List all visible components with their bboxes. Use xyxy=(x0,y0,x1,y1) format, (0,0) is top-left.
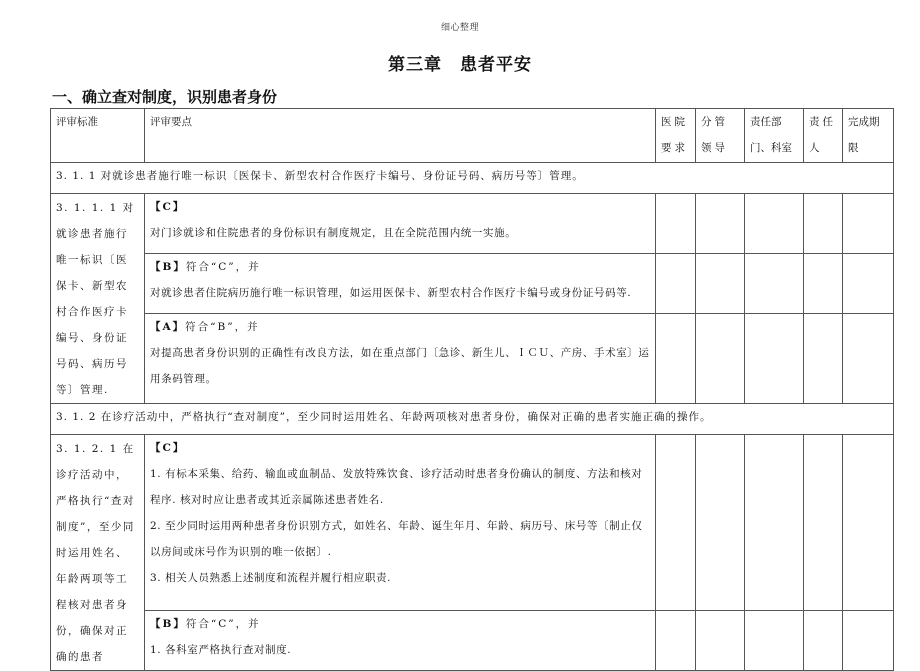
level-label: 【C】 xyxy=(150,201,186,213)
point-text: 对门诊就诊和住院患者的身份标识有制度规定，且在全院范围内统一实施。 xyxy=(150,227,517,239)
column-header-supervising-leader: 分管领导 xyxy=(696,109,745,163)
hospital-requirement-cell[interactable] xyxy=(656,435,696,611)
section-heading-row xyxy=(51,163,894,194)
deadline-cell[interactable] xyxy=(843,254,894,314)
deadline-cell[interactable] xyxy=(843,435,894,611)
point-text: 1. 各科室严格执行查对制度. xyxy=(150,644,292,657)
review-table xyxy=(50,108,894,671)
point-cell-b xyxy=(145,254,656,314)
supervising-leader-cell[interactable] xyxy=(696,435,745,611)
column-header-deadline: 完成期限 xyxy=(843,109,894,163)
table-row xyxy=(51,314,894,404)
point-cell-b xyxy=(145,611,656,671)
responsible-department-cell[interactable] xyxy=(745,254,804,314)
point-cell-c xyxy=(145,435,656,611)
point-text: 2. 至少同时运用两种患者身份识别方式，如姓名、年龄、诞生年月、年龄、病历号、床号等〔制止仅以房间或床号作为识别的唯一依据〕. xyxy=(150,520,643,558)
table-row xyxy=(51,194,894,254)
responsible-person-cell[interactable] xyxy=(804,254,843,314)
section-heading-row xyxy=(51,404,894,435)
table-row xyxy=(51,435,894,611)
deadline-cell[interactable] xyxy=(843,194,894,254)
responsible-person-cell[interactable] xyxy=(804,194,843,254)
responsible-department-cell[interactable] xyxy=(745,611,804,671)
section-heading: 3. 1. 1 对就诊患者施行唯一标识〔医保卡、新型农村合作医疗卡编号、身份证号码、病历号等〕管理。 xyxy=(51,163,894,194)
table-header-row xyxy=(51,109,894,163)
column-header-hospital-requirement: 医院要求 xyxy=(656,109,696,163)
standard-cell: 3. 1. 2. 1 在诊疗活动中，严格执行“查对制度”，至少同时运用姓名、年龄两项等工程核对患者身份，确保对正确的患者 xyxy=(51,435,145,671)
responsible-person-cell[interactable] xyxy=(804,611,843,671)
responsible-person-cell[interactable] xyxy=(804,435,843,611)
level-label: 【A】符合“B”，并 xyxy=(150,321,260,334)
point-cell-c xyxy=(145,194,656,254)
point-text: 对就诊患者住院病历施行唯一标识管理，如运用医保卡、新型农村合作医疗卡编号或身份证号码等. xyxy=(150,287,632,300)
hospital-requirement-cell[interactable] xyxy=(656,254,696,314)
hospital-requirement-cell[interactable] xyxy=(656,314,696,404)
column-header-standard: 评审标准 xyxy=(51,109,145,163)
supervising-leader-cell[interactable] xyxy=(696,194,745,254)
point-text: 对提高患者身份识别的正确性有改良方法，如在重点部门〔急诊、新生儿、ＩＣＵ、产房、手术室〕运用条码管理。 xyxy=(150,347,650,386)
supervising-leader-cell[interactable] xyxy=(696,314,745,404)
column-header-responsible-department: 责任部门、科室 xyxy=(745,109,804,163)
section-heading: 3. 1. 2 在诊疗活动中，严格执行“查对制度”，至少同时运用姓名、年龄两项核对患者身份，确保对正确的患者实施正确的操作。 xyxy=(51,404,894,435)
hospital-requirement-cell[interactable] xyxy=(656,194,696,254)
responsible-person-cell[interactable] xyxy=(804,314,843,404)
table-row xyxy=(51,254,894,314)
level-label: 【B】符合“C”，并 xyxy=(150,261,261,274)
deadline-cell[interactable] xyxy=(843,611,894,671)
responsible-department-cell[interactable] xyxy=(745,194,804,254)
table-row xyxy=(51,611,894,671)
supervising-leader-cell[interactable] xyxy=(696,611,745,671)
hospital-requirement-cell[interactable] xyxy=(656,611,696,671)
deadline-cell[interactable] xyxy=(843,314,894,404)
chapter-title: 第三章 患者平安 xyxy=(388,55,532,75)
point-cell-a xyxy=(145,314,656,404)
supervising-leader-cell[interactable] xyxy=(696,254,745,314)
point-text: 1. 有标本采集、给药、输血或血制品、发放特殊饮食、诊疗活动时患者身份确认的制度、方法和核对程序. 核对时应让患者或其近亲属陈述患者姓名. xyxy=(150,468,643,506)
column-header-responsible-person: 责任人 xyxy=(804,109,843,163)
page-header-note: 细心整理 xyxy=(440,23,479,33)
column-header-points: 评审要点 xyxy=(145,109,656,163)
section-title: 一、确立查对制度，识别患者身份 xyxy=(52,88,278,106)
level-label: 【C】 xyxy=(150,442,186,454)
level-label: 【B】符合“C”，并 xyxy=(150,618,261,631)
standard-cell: 3. 1. 1. 1 对就诊患者施行唯一标识〔医保卡、新型农村合作医疗卡编号、身份证号码、病历号等〕管理. xyxy=(51,194,145,404)
responsible-department-cell[interactable] xyxy=(745,435,804,611)
responsible-department-cell[interactable] xyxy=(745,314,804,404)
point-text: 3. 相关人员熟悉上述制度和流程并履行相应职责. xyxy=(150,572,392,584)
